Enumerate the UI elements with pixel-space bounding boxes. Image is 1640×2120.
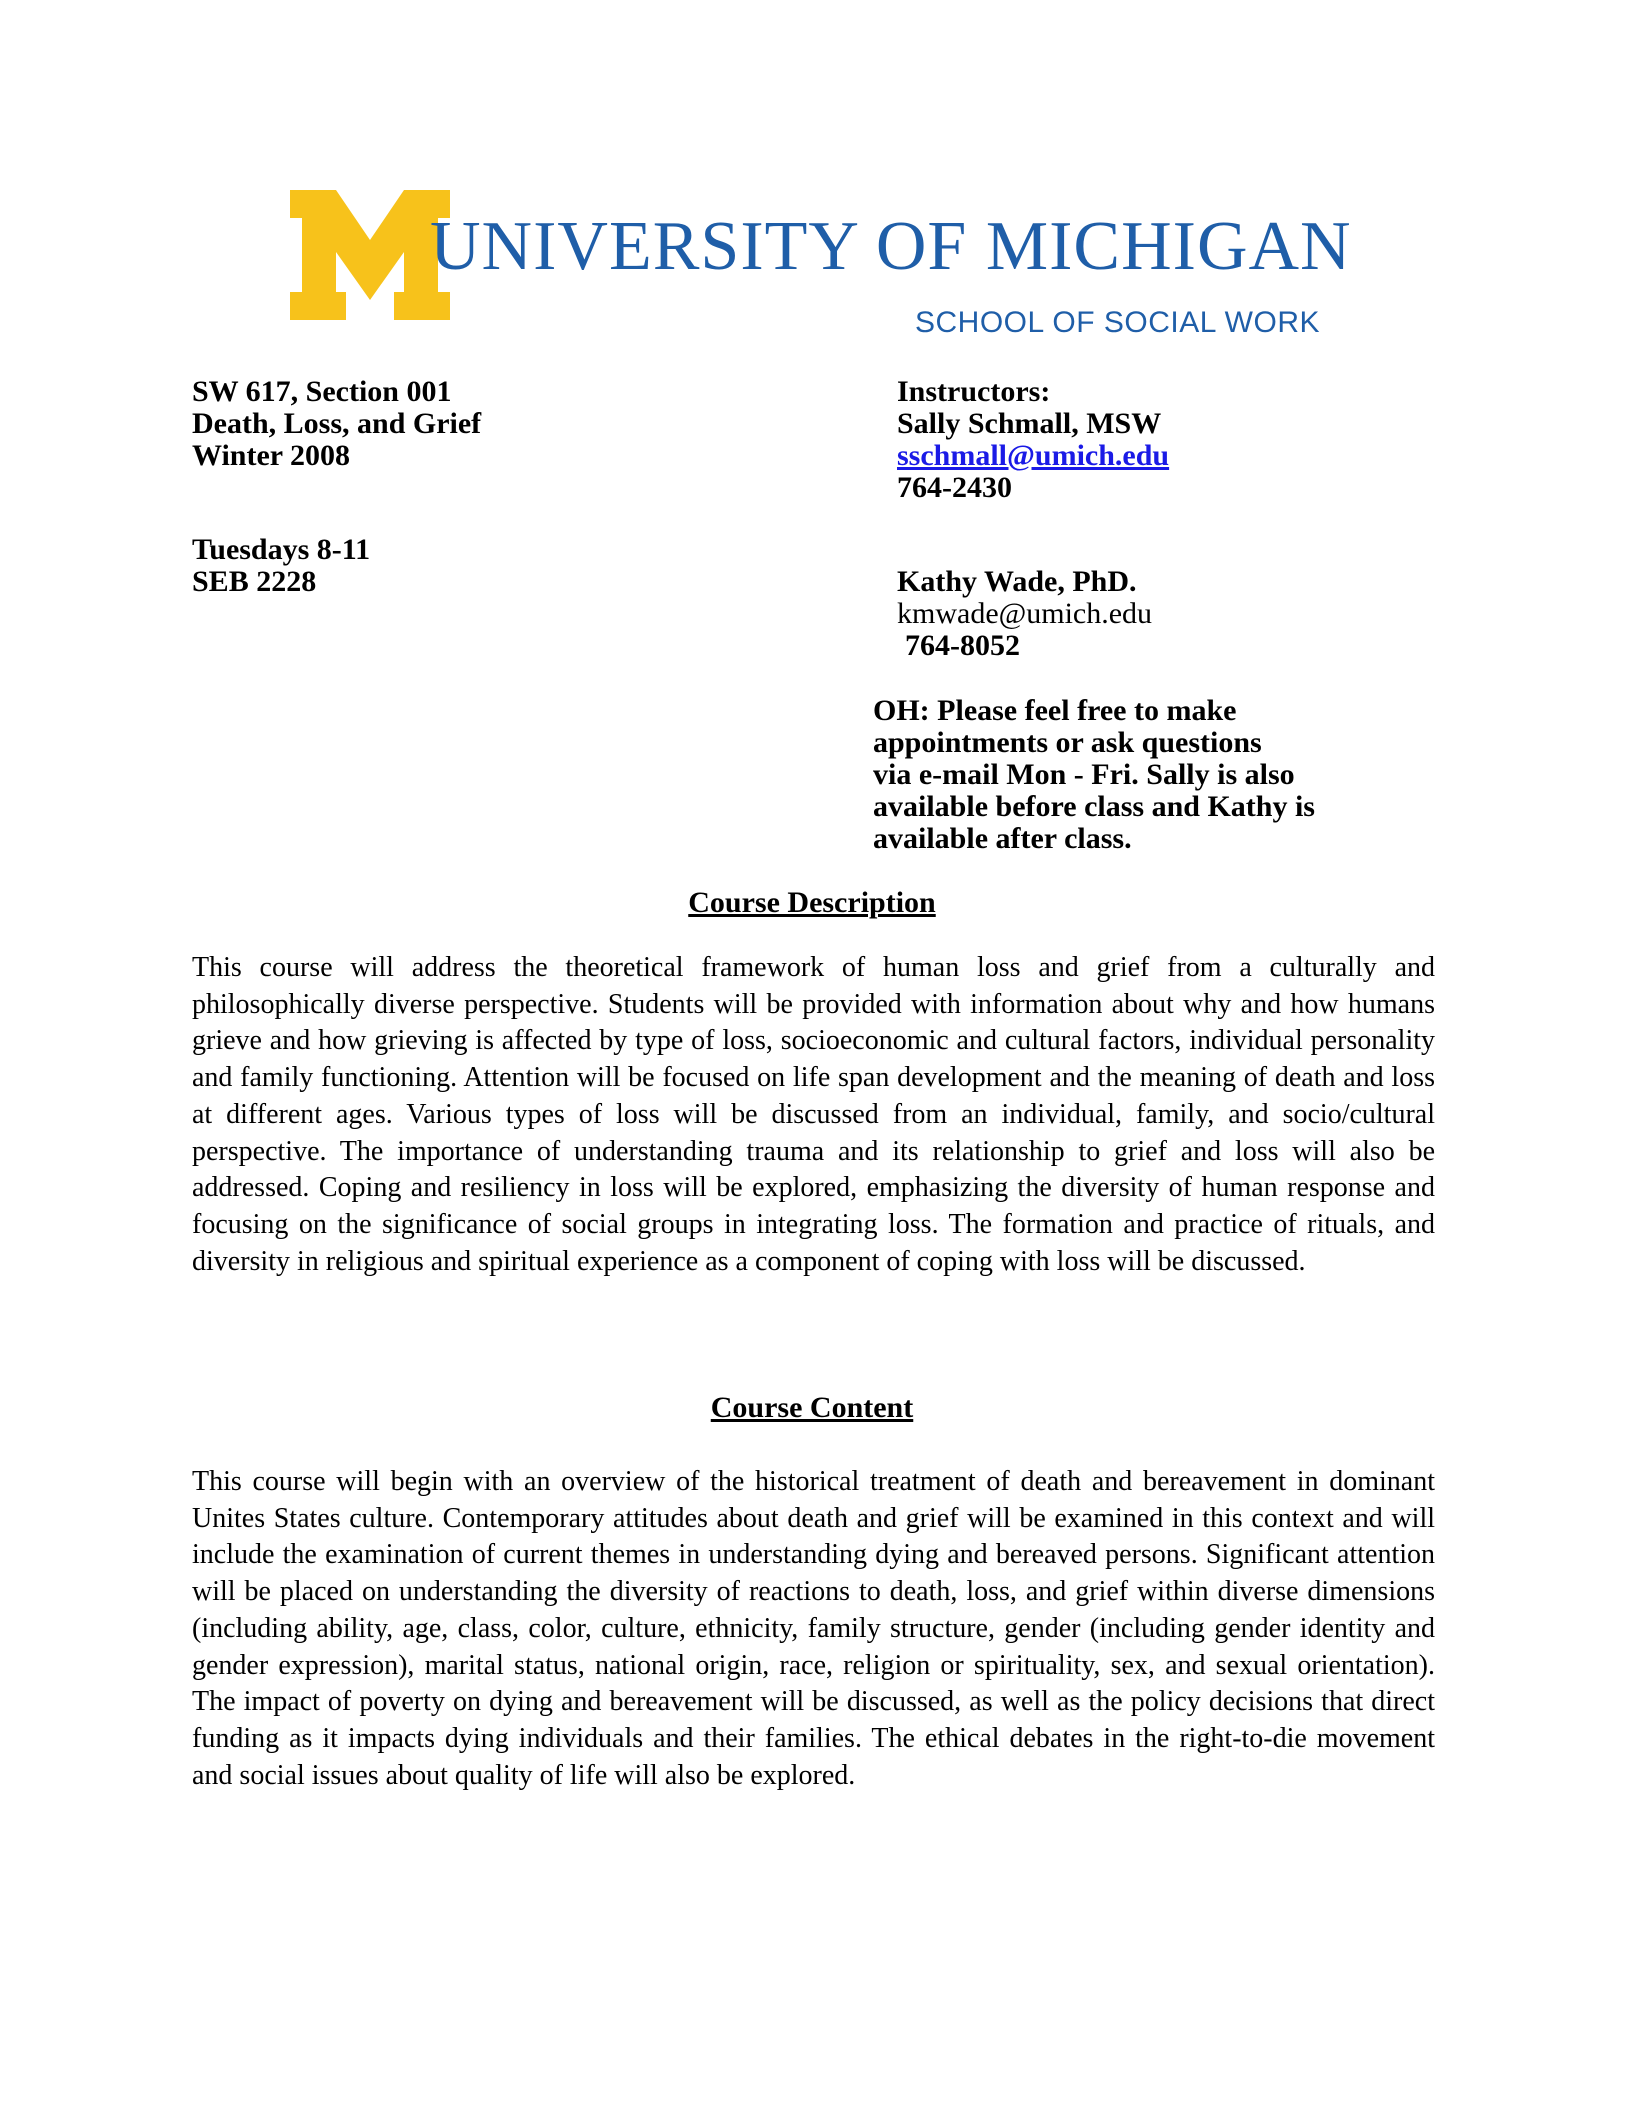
instructor-email: kmwade@umich.edu [897, 597, 1153, 630]
office-hours-line: OH: Please feel free to make [873, 694, 1237, 727]
instructor-primary [897, 376, 1169, 504]
course-title: Death, Loss, and Grief [192, 407, 482, 440]
instructor-phone: 764-8052 [905, 629, 1020, 662]
university-logo [290, 190, 1352, 350]
course-description-heading: Course Description [688, 886, 936, 919]
schedule-time: Tuesdays 8-11 [192, 533, 371, 566]
course-content-text: This course will begin with an overview of the historical treatment of death and bereavement in dominant Unites States culture. Contemporary attitudes about death and grief will be examined in this context and will include the examination of current themes in understanding dying and bereaved persons. Significant attention will be placed on understanding the diversity of reactions to death, loss, and grief within diverse dimensions (including ability, age, class, color, culture, ethnicity, family structure, gender (including gender identity and gender expression), marital status, national origin, race, religion or spirituality, sex, and sexual orientation). The impact of poverty on dying and bereavement will be discussed, as well as the policy decisions that direct funding as it impacts dying individuals and their families. The ethical debates in the right-to-die movement and social issues about quality of life will also be explored. [192, 1466, 1435, 1791]
course-term: Winter 2008 [192, 439, 351, 472]
course-info [192, 376, 481, 472]
university-name: UNIVERSITY OF MICHIGAN [430, 208, 1352, 285]
schedule-room: SEB 2228 [192, 565, 317, 598]
school-name: SCHOOL OF SOCIAL WORK [915, 306, 1320, 339]
office-hours [873, 695, 1393, 855]
instructor-email-link[interactable]: sschmall@umich.edu [897, 439, 1170, 472]
course-schedule [192, 534, 370, 598]
office-hours-line: via e-mail Mon - Fri. Sally is also [873, 758, 1295, 791]
instructor-phone: 764-2430 [897, 471, 1012, 504]
block-m-logo-icon [290, 190, 450, 320]
instructor-secondary [897, 566, 1152, 662]
instructor-name: Kathy Wade, PhD. [897, 565, 1137, 598]
office-hours-line: available before class and Kathy is [873, 790, 1315, 823]
office-hours-line: available after class. [873, 822, 1132, 855]
instructor-name: Sally Schmall, MSW [897, 407, 1162, 440]
office-hours-line: appointments or ask questions [873, 726, 1262, 759]
course-code: SW 617, Section 001 [192, 375, 452, 408]
course-content-heading: Course Content [710, 1391, 914, 1424]
instructors-label: Instructors: [897, 375, 1051, 408]
course-description-text: This course will address the theoretical framework of human loss and grief from a culturally and philosophically diverse perspective. Students will be provided with information about why and how humans grieve and how grieving is affected by type of loss, socioeconomic and cultural factors, individual personality and family functioning. Attention will be focused on life span development and the meaning of death and loss at different ages. Various types of loss will be discussed from an individual, family, and socio/cultural perspective. The importance of understanding trauma and its relationship to grief and loss will also be addressed. Coping and resiliency in loss will be explored, emphasizing the diversity of human response and focusing on the significance of social groups in integrating loss. The formation and practice of rituals, and diversity in religious and spiritual experience as a component of coping with loss will be discussed. [192, 952, 1435, 1277]
